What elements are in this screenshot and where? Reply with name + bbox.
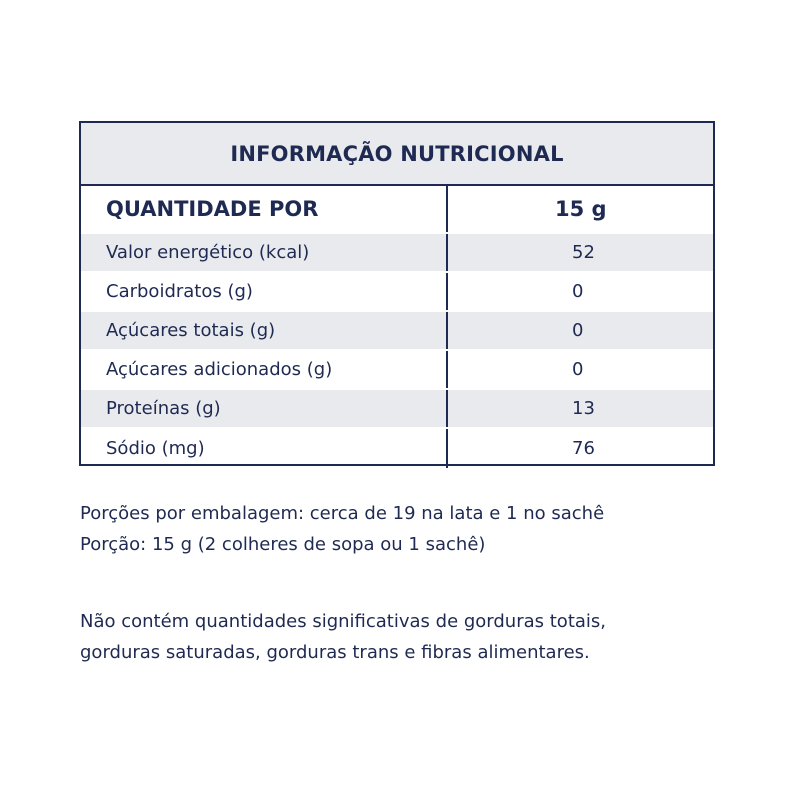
- portion-size-text: Porção: 15 g (2 colheres de sopa ou 1 sachê): [80, 534, 486, 555]
- table-header-row: [81, 186, 713, 234]
- row-label: Carboidratos (g): [81, 273, 448, 310]
- table-row: [81, 273, 713, 312]
- header-label: QUANTIDADE POR: [81, 186, 448, 232]
- portion-notes: [80, 498, 604, 560]
- table-title: INFORMAÇÃO NUTRICIONAL: [81, 123, 713, 186]
- table-row: [81, 429, 713, 468]
- row-label: Açúcares totais (g): [81, 312, 448, 349]
- table-row: [81, 234, 713, 273]
- row-label: Valor energético (kcal): [81, 234, 448, 271]
- disclaimer-line-1: Não contém quantidades significativas de gorduras totais,: [80, 611, 607, 632]
- row-value: 0: [572, 320, 584, 341]
- table-row: [81, 390, 713, 429]
- table-row: [81, 351, 713, 390]
- disclaimer-notes: [80, 606, 606, 668]
- row-value: 76: [572, 438, 595, 459]
- row-label: Sódio (mg): [81, 429, 448, 468]
- portions-per-package-text: Porções por embalagem: cerca de 19 na lata e 1 no sachê: [80, 503, 605, 524]
- table-row: [81, 312, 713, 351]
- row-value: 52: [572, 242, 595, 263]
- row-value: 0: [572, 281, 584, 302]
- header-value: 15 g: [555, 197, 607, 221]
- row-value: 13: [572, 398, 595, 419]
- row-label: Açúcares adicionados (g): [81, 351, 448, 388]
- disclaimer-line-2: gorduras saturadas, gorduras trans e fibras alimentares.: [80, 642, 590, 663]
- row-value: 0: [572, 359, 584, 380]
- row-label: Proteínas (g): [81, 390, 448, 427]
- nutrition-facts-table: [79, 121, 715, 466]
